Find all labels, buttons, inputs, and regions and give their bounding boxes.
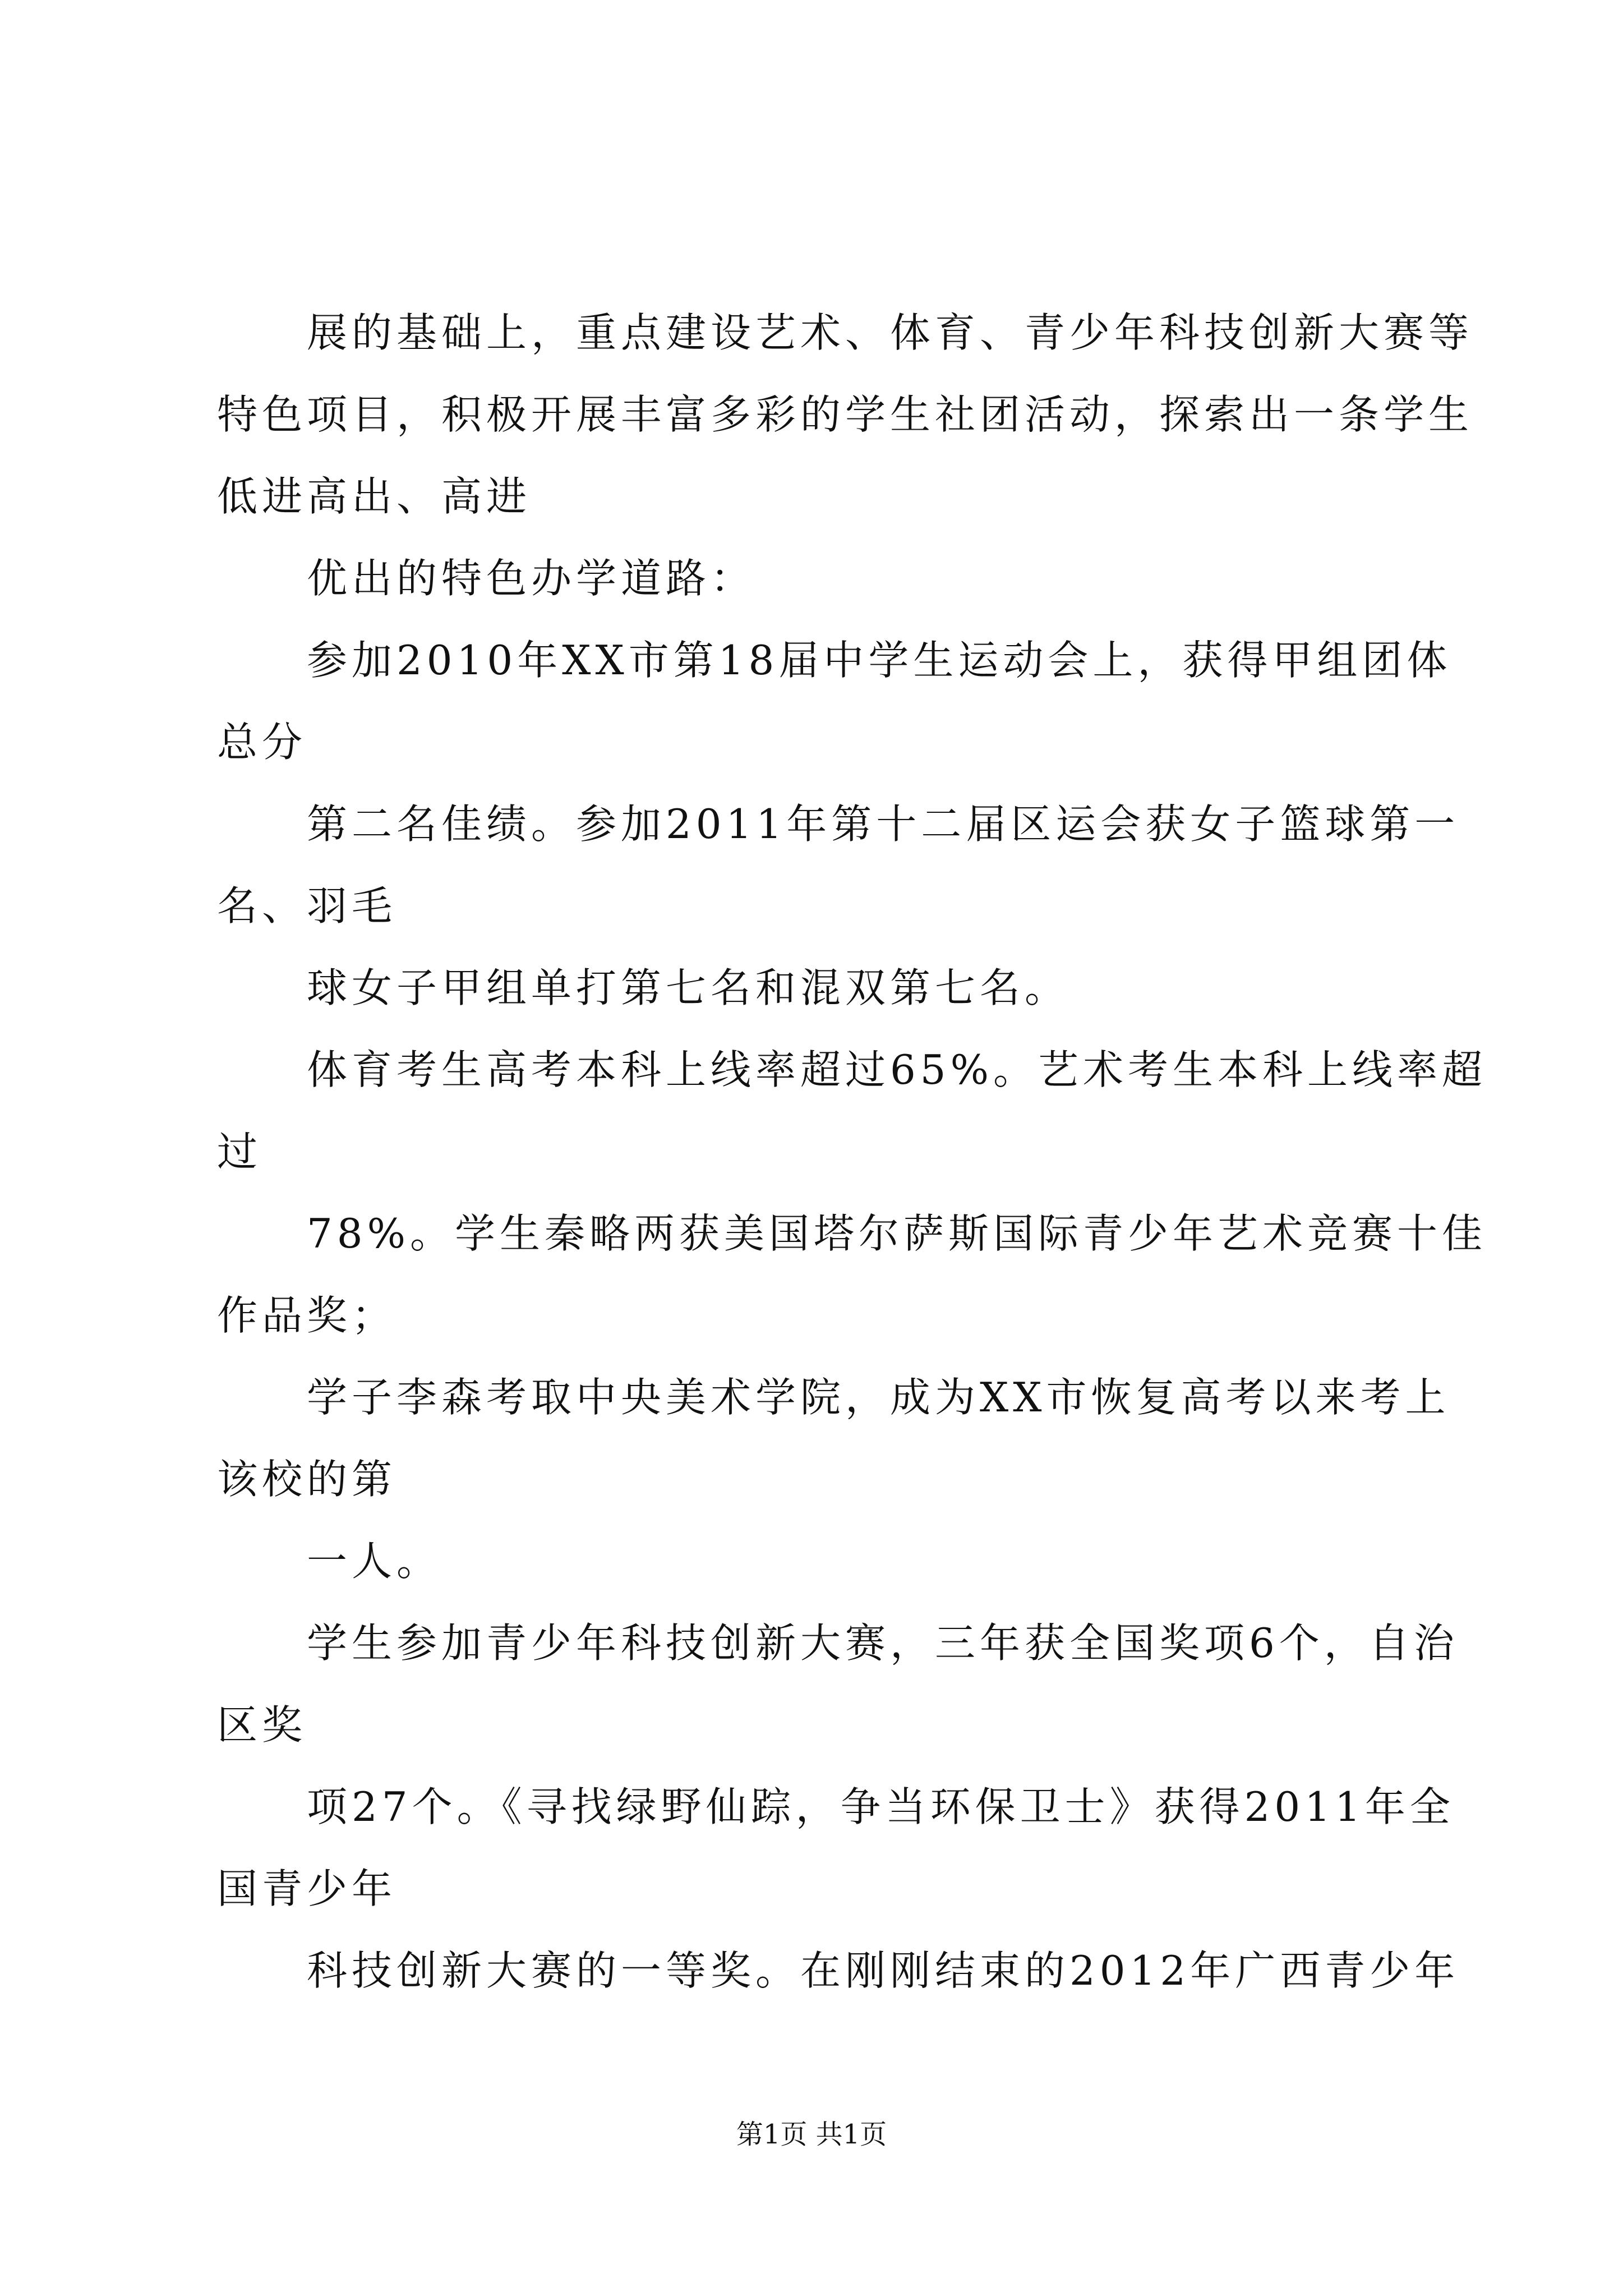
page-footer: 第1页 共1页 <box>736 2119 887 2150</box>
text-line-5: 参加2010年XX市第18届中学生运动会上，获得甲组团体 <box>307 637 1452 684</box>
text-line-7: 第二名佳绩。参加2011年第十二届区运会获女子篮球第一 <box>307 800 1460 848</box>
text-line-19: 项27个。《寻找绿野仙踪，争当环保卫士》获得2011年全 <box>307 1783 1455 1830</box>
text-line-12: 78%。学生秦略两获美国塔尔萨斯国际青少年艺术竞赛十佳 <box>307 1210 1487 1257</box>
text-line-9: 球女子甲组单打第七名和混双第七名。 <box>307 964 1070 1011</box>
text-line-14: 学子李森考取中央美术学院，成为XX市恢复高考以来考上 <box>307 1374 1450 1421</box>
text-line-6: 总分 <box>217 719 307 766</box>
document-body <box>217 292 1487 2012</box>
text-line-13: 作品奖； <box>217 1292 397 1339</box>
text-line-20: 国青少年 <box>217 1865 397 1912</box>
text-line-15: 该校的第 <box>217 1456 397 1503</box>
text-line-17: 学生参加青少年科技创新大赛，三年获全国奖项6个，自治 <box>307 1619 1459 1667</box>
text-line-10: 体育考生高考本科上线率超过65%。艺术考生本科上线率超 <box>307 1046 1487 1093</box>
text-line-11: 过 <box>217 1128 262 1175</box>
text-line-3: 低进高出、高进 <box>217 473 532 520</box>
text-line-2: 特色项目，积极开展丰富多彩的学生社团活动，探索出一条学生 <box>217 391 1474 438</box>
text-line-18: 区奖 <box>217 1701 307 1749</box>
text-line-8: 名、羽毛 <box>217 882 397 930</box>
text-line-21: 科技创新大赛的一等奖。在刚刚结束的2012年广西青少年 <box>307 1947 1460 1994</box>
text-line-16: 一人。 <box>307 1538 442 1585</box>
text-line-4: 优出的特色办学道路： <box>307 555 756 602</box>
text-line-1: 展的基础上，重点建设艺术、体育、青少年科技创新大赛等 <box>307 309 1474 356</box>
